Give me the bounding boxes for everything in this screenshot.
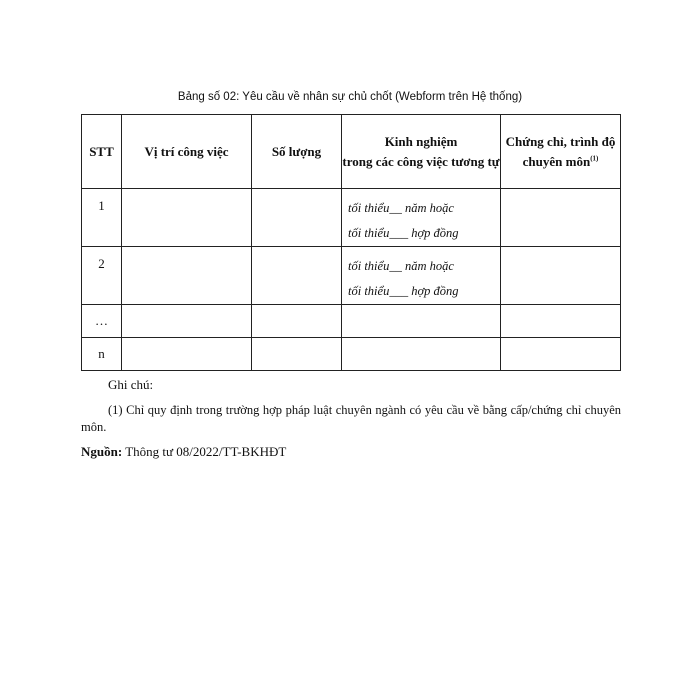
key-personnel-table [81,114,621,371]
header-experience-line1: Kinh nghiệm [384,134,458,149]
row-stt: … [82,305,122,338]
row-certificate-cell [501,247,621,305]
row-experience-cell [342,247,501,305]
footnote-1: (1) Chỉ quy định trong trường hợp pháp luật chuyên ngành có yêu cầu về bằng cấp/chứng chỉ chuyên môn. [81,403,621,434]
table-caption: Bảng số 02: Yêu cầu về nhân sự chủ chốt (Webform trên Hệ thống) [177,91,523,103]
header-position: Vị trí công việc [122,115,252,189]
row-stt: 2 [82,247,122,305]
table-row [82,189,621,247]
row-experience-contracts: tối thiểu___ hợp đồng [348,226,459,240]
row-experience-cell [342,338,501,371]
header-certificate-text: Chứng chỉ, trình độ chuyên môn [505,134,616,169]
table-row [82,305,621,338]
row-stt: n [82,338,122,371]
source-text: Thông tư 08/2022/TT-BKHĐT [125,444,287,459]
row-experience-years: tối thiểu__ năm hoặc [348,201,454,215]
row-experience-cell [342,305,501,338]
row-stt: 1 [82,189,122,247]
row-position-cell [122,247,252,305]
table-row [82,338,621,371]
row-certificate-cell [501,189,621,247]
header-stt: STT [82,115,122,189]
row-experience-cell [342,189,501,247]
row-position-cell [122,305,252,338]
row-quantity-cell [252,338,342,371]
table-header-row [82,115,621,189]
row-certificate-cell [501,338,621,371]
header-experience [342,115,501,189]
source-line [81,444,286,460]
row-certificate-cell [501,305,621,338]
row-experience-contracts: tối thiểu___ hợp đồng [348,284,459,298]
row-quantity-cell [252,189,342,247]
row-position-cell [122,189,252,247]
table-row [82,247,621,305]
header-certificate [501,115,621,189]
row-quantity-cell [252,247,342,305]
row-quantity-cell [252,305,342,338]
source-label: Nguồn: [81,444,123,459]
header-experience-line2: trong các công việc tương tự [342,153,500,169]
row-experience-years: tối thiểu__ năm hoặc [348,259,454,273]
header-certificate-footnote: (1) [590,154,599,163]
notes-title: Ghi chú: [108,377,154,392]
row-position-cell [122,338,252,371]
header-quantity: Số lượng [252,115,342,189]
